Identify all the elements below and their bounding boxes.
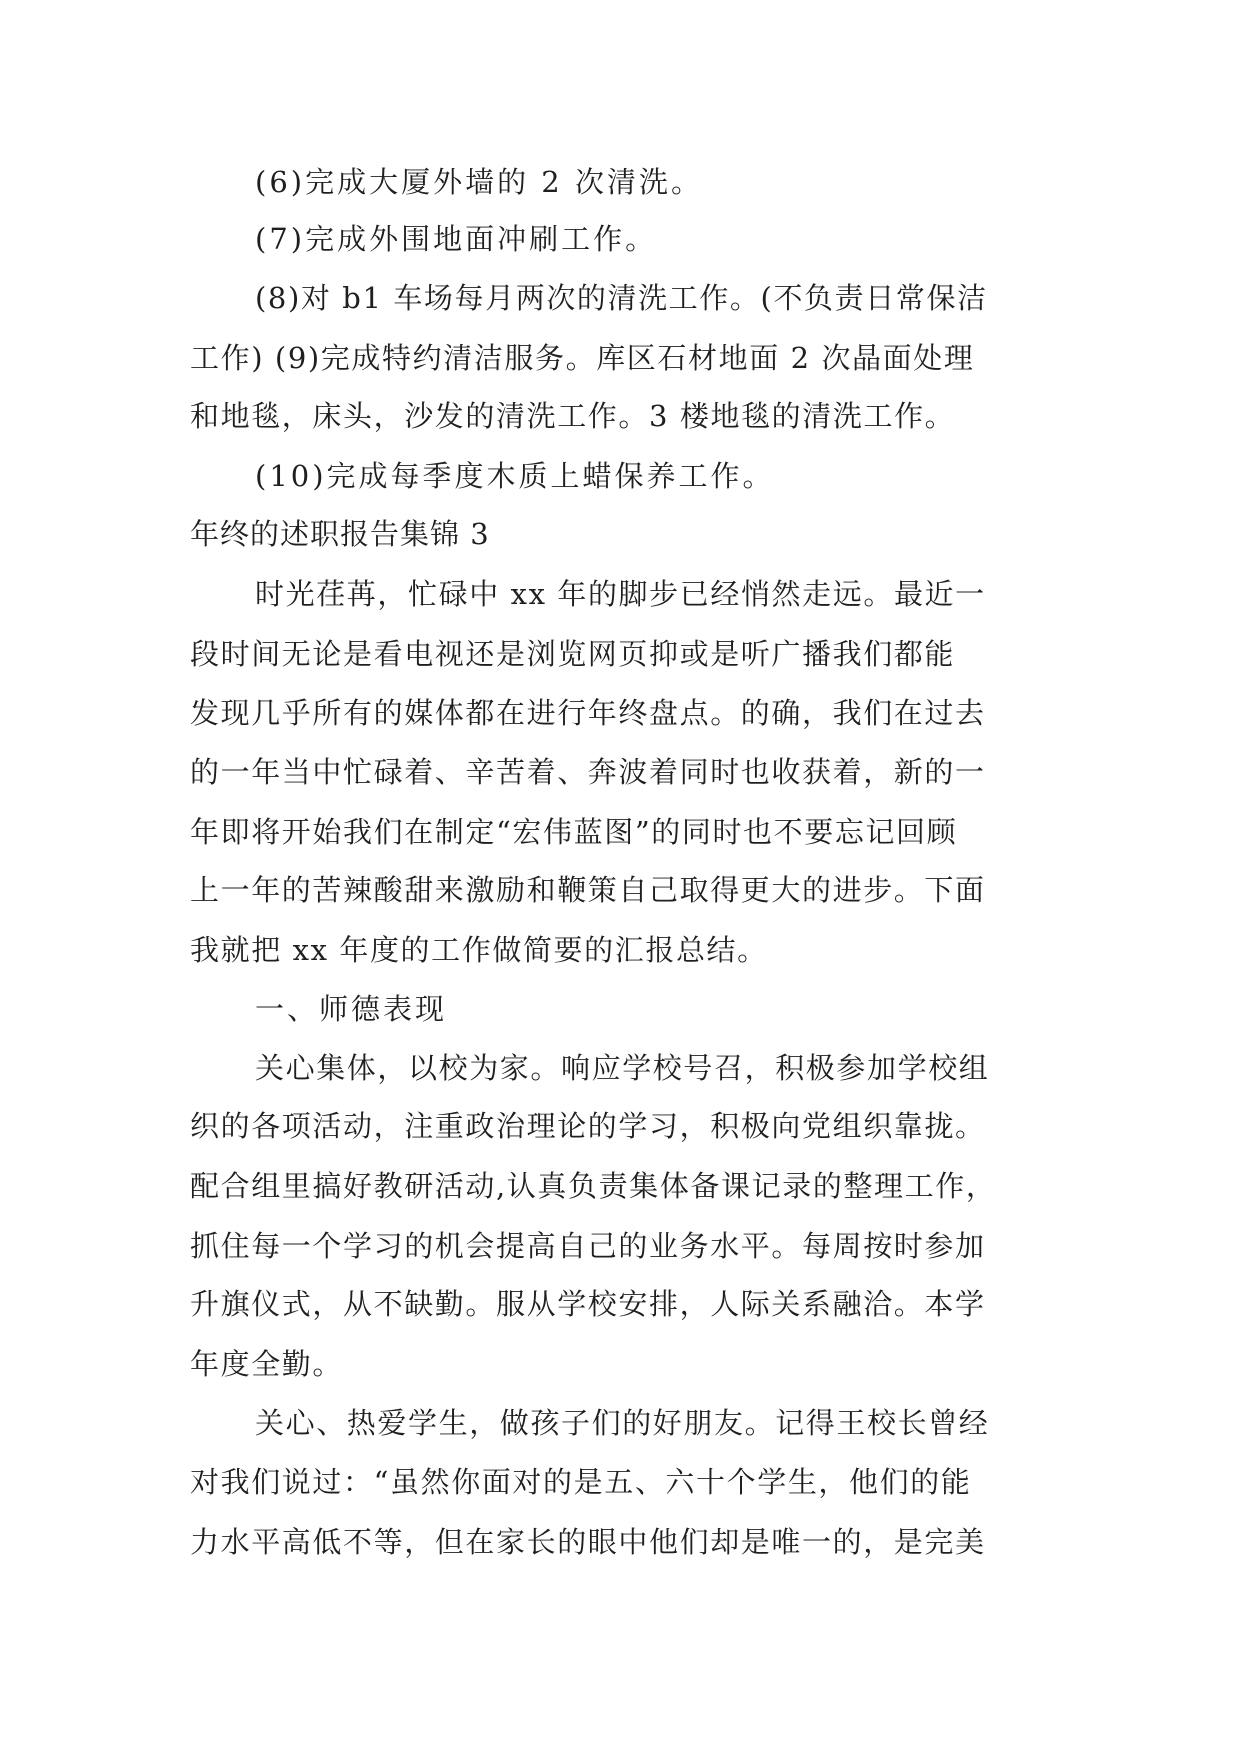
list-item-9-line-2: 和地毯，床头，沙发的清洗工作。3 楼地毯的清洗工作。 [190, 399, 956, 433]
list-item-10: (10)完成每季度木质上蜡保养工作。 [255, 459, 775, 493]
paragraph-1-line-4: 的一年当中忙碌着、辛苦着、奔波着同时也收获着，新的一 [190, 755, 986, 789]
paragraph-1-line-7: 我就把 xx 年度的工作做简要的汇报总结。 [190, 933, 768, 967]
paragraph-2-line-4: 抓住每一个学习的机会提高自己的业务水平。每周按时参加 [190, 1229, 986, 1263]
paragraph-3-line-1: 关心、热爱学生，做孩子们的好朋友。记得王校长曾经 [255, 1406, 990, 1440]
paragraph-3-line-2: 对我们说过：“虽然你面对的是五、六十个学生，他们的能 [190, 1465, 972, 1499]
paragraph-3-line-3: 力水平高低不等，但在家长的眼中他们却是唯一的，是完美 [190, 1525, 986, 1559]
list-item-7: (7)完成外围地面冲刷工作。 [255, 222, 658, 256]
paragraph-2-line-1: 关心集体，以校为家。响应学校号召，积极参加学校组 [255, 1051, 990, 1085]
paragraph-1-line-6: 上一年的苦辣酸甜来激励和鞭策自己取得更大的进步。下面 [190, 873, 986, 907]
paragraph-2-line-5: 升旗仪式，从不缺勤。服从学校安排，人际关系融洽。本学 [190, 1287, 986, 1321]
subsection-heading: 一、师德表现 [255, 992, 448, 1026]
section-heading: 年终的述职报告集锦 3 [190, 517, 490, 551]
list-item-9-line-1: 工作) (9)完成特约清洁服务。库区石材地面 2 次晶面处理 [190, 341, 975, 375]
paragraph-2-line-3: 配合组里搞好教研活动,认真负责集体备课记录的整理工作， [190, 1169, 997, 1203]
paragraph-1-line-3: 发现几乎所有的媒体都在进行年终盘点。的确，我们在过去 [190, 696, 986, 730]
paragraph-1-line-5: 年即将开始我们在制定“宏伟蓝图”的同时也不要忘记回顾 [190, 815, 958, 849]
paragraph-2-line-2: 织的各项活动，注重政治理论的学习，积极向党组织靠拢。 [190, 1109, 986, 1143]
paragraph-1-line-2: 段时间无论是看电视还是浏览网页抑或是听广播我们都能 [190, 637, 956, 671]
paragraph-1-line-1: 时光荏苒，忙碌中 xx 年的脚步已经悄然走远。最近一 [255, 577, 986, 611]
list-item-6: (6)完成大厦外墙的 2 次清洗。 [255, 165, 703, 199]
list-item-8: (8)对 b1 车场每月两次的清洗工作。(不负责日常保洁 [255, 281, 988, 315]
paragraph-2-line-6: 年度全勤。 [190, 1347, 344, 1381]
